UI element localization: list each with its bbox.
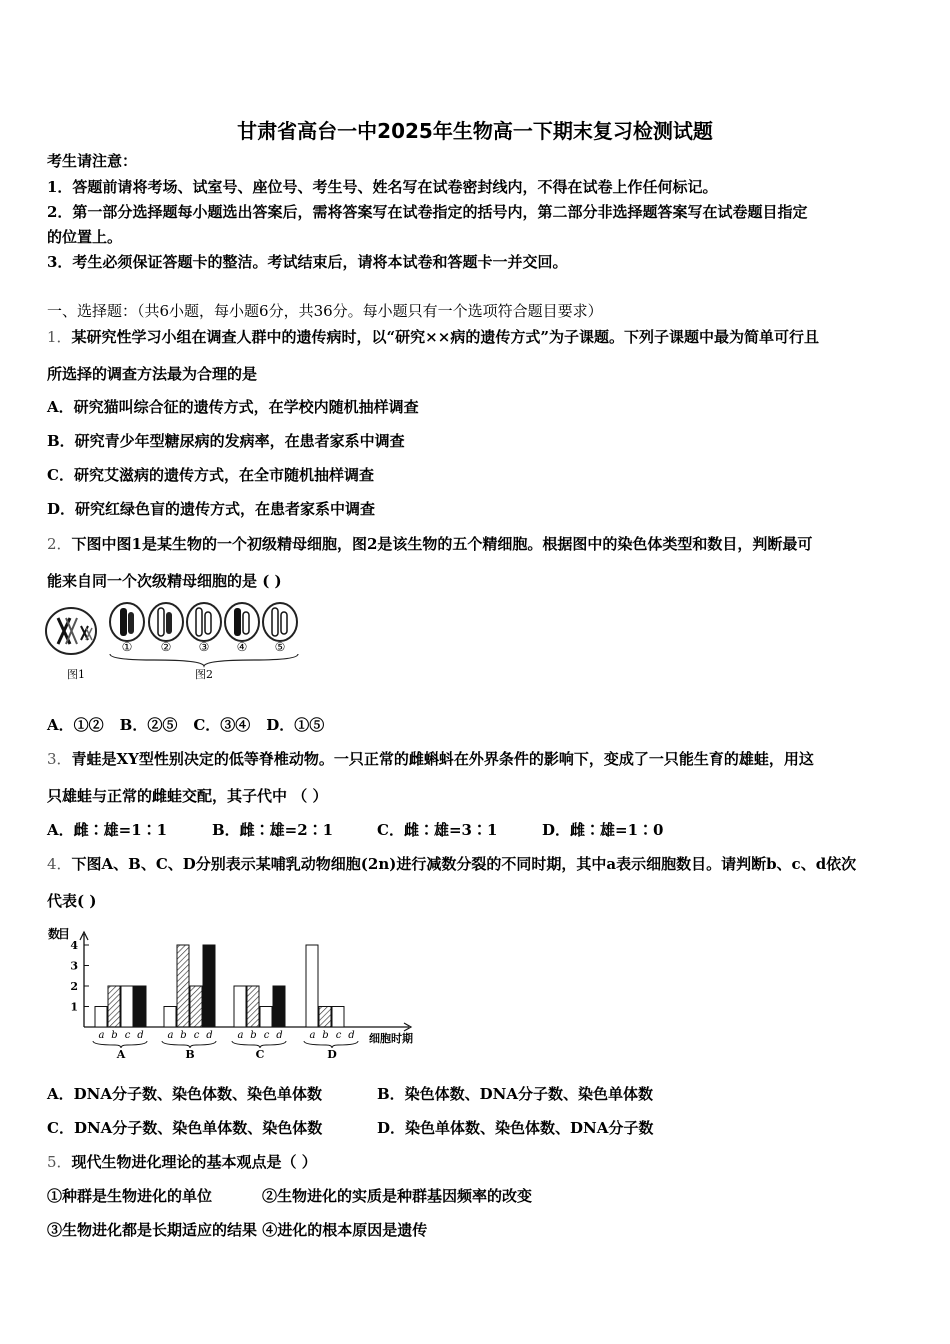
question-text: 下图中图1是某生物的一个初级精母细胞，图2是该生物的五个精细胞。根据图中的染色体类型和数目，判断最可 bbox=[71, 535, 813, 553]
sub-category-label: d bbox=[137, 1030, 144, 1041]
fig2-brace bbox=[110, 654, 298, 666]
y-tick-label: 3 bbox=[70, 959, 78, 973]
question-number: 3． bbox=[47, 750, 72, 768]
sub-category-label: b bbox=[322, 1030, 329, 1041]
sub-category-label: a bbox=[167, 1030, 174, 1041]
question-3 bbox=[47, 750, 814, 768]
question-text-cont: 只雄蛙与正常的雌蛙交配，其子代中 （ ） bbox=[47, 787, 328, 805]
question-number: 2． bbox=[47, 535, 72, 553]
sub-category-label: a bbox=[237, 1030, 244, 1041]
option-b: B．染色体数、DNA分子数、染色单体数 bbox=[377, 1085, 654, 1103]
fig2-cell-4 bbox=[225, 603, 259, 641]
bar-D-a bbox=[306, 945, 318, 1027]
section-heading: 一、选择题：（共6小题，每小题6分，共36分。每小题只有一个选项符合题目要求） bbox=[47, 302, 603, 320]
bar-C-a bbox=[234, 986, 246, 1027]
sub-category-label: a bbox=[98, 1030, 105, 1041]
sub-category-label: b bbox=[111, 1030, 118, 1041]
fig1-label: 图1 bbox=[67, 668, 85, 681]
question-5 bbox=[47, 1153, 317, 1171]
option-d: D．研究红绿色盲的遗传方式，在患者家系中调查 bbox=[47, 500, 376, 518]
option-d: D．雌∶雄=1∶0 bbox=[542, 821, 664, 839]
group-brace bbox=[232, 1041, 286, 1048]
sub-category-label: c bbox=[335, 1030, 342, 1041]
bar-B-a bbox=[164, 1007, 176, 1028]
bar-C-b bbox=[247, 986, 259, 1027]
fig2-label: 图2 bbox=[195, 668, 213, 681]
bar-D-c bbox=[332, 1007, 344, 1028]
question-1 bbox=[47, 328, 819, 346]
category-label: D bbox=[327, 1048, 337, 1058]
bar-D-b bbox=[319, 1007, 331, 1028]
group-brace bbox=[93, 1041, 147, 1048]
sub-category-label: d bbox=[276, 1030, 283, 1041]
x-axis-label: 细胞时期 bbox=[369, 1032, 413, 1045]
cell-label: ② bbox=[160, 640, 172, 654]
question-number: 1． bbox=[47, 328, 72, 346]
sub-category-label: c bbox=[124, 1030, 131, 1041]
category-label: C bbox=[255, 1048, 265, 1058]
option-c: C．研究艾滋病的遗传方式，在全市随机抽样调查 bbox=[47, 466, 374, 484]
sub-category-label: d bbox=[206, 1030, 213, 1041]
y-tick-label: 2 bbox=[70, 980, 78, 993]
sub-category-label: b bbox=[180, 1030, 187, 1041]
question-text-cont: 代表( ) bbox=[47, 892, 97, 910]
option-d: D．①⑤ bbox=[266, 716, 325, 734]
cell-label: ① bbox=[121, 640, 133, 654]
option-c: C．③④ bbox=[193, 716, 251, 734]
option-d: D．染色单体数、染色体数、DNA分子数 bbox=[377, 1119, 654, 1137]
bar-C-d bbox=[273, 986, 285, 1027]
question-text: 某研究性学习小组在调查人群中的遗传病时，以“研究××病的遗传方式”为子课题。下列子课题中最为简单可行且 bbox=[71, 328, 819, 346]
page-title: 甘肃省高台一中2025年生物高一下期末复习检测试题 bbox=[237, 119, 713, 143]
fig1-cell bbox=[46, 608, 96, 654]
y-axis-label: 目 bbox=[58, 927, 71, 941]
question-number: 4． bbox=[47, 855, 72, 873]
bar-chart bbox=[44, 922, 440, 1058]
notice-item: 1．答题前请将考场、试室号、座位号、考生号、姓名写在试卷密封线内，不得在试卷上作任何标记。 bbox=[47, 178, 718, 196]
bar-A-d bbox=[134, 986, 146, 1027]
option-a: A．研究猫叫综合征的遗传方式，在学校内随机抽样调查 bbox=[47, 398, 419, 416]
group-brace bbox=[162, 1041, 216, 1048]
group-brace bbox=[304, 1041, 358, 1048]
fig2-cell-1 bbox=[110, 603, 144, 641]
notice-item: 2．第一部分选择题每小题选出答案后，需将答案写在试卷指定的括号内，第二部分非选择题答案写在试卷题目指定 bbox=[47, 203, 808, 221]
fig2-cell-5 bbox=[263, 603, 297, 641]
bar-A-a bbox=[95, 1007, 107, 1028]
bar-B-b bbox=[177, 945, 189, 1027]
cell-figure bbox=[44, 600, 306, 686]
sub-category-label: c bbox=[263, 1030, 270, 1041]
fig2-cell-2 bbox=[149, 603, 183, 641]
statement-2: ②生物进化的实质是种群基因频率的改变 bbox=[262, 1187, 533, 1205]
bar-B-d bbox=[203, 945, 215, 1027]
cell-label: ④ bbox=[236, 640, 248, 654]
sub-category-label: b bbox=[250, 1030, 257, 1041]
bar-A-b bbox=[108, 986, 120, 1027]
sub-category-label: d bbox=[348, 1030, 355, 1041]
option-a: A．雌∶雄=1∶1 bbox=[47, 821, 168, 839]
sub-category-label: a bbox=[309, 1030, 316, 1041]
question-4 bbox=[47, 855, 856, 873]
notice-item: 的位置上。 bbox=[47, 228, 123, 246]
option-c: C．DNA分子数、染色单体数、染色体数 bbox=[47, 1119, 323, 1137]
y-axis-label: 数 bbox=[48, 927, 61, 941]
option-c: C．雌∶雄=3∶1 bbox=[377, 821, 498, 839]
bar-C-c bbox=[260, 1007, 272, 1028]
question-text-cont: 能来自同一个次级精母细胞的是 ( ) bbox=[47, 572, 282, 590]
question-number: 5． bbox=[47, 1153, 72, 1171]
q2-options bbox=[47, 716, 324, 734]
fig2-cell-3 bbox=[187, 603, 221, 641]
question-2 bbox=[47, 535, 812, 553]
notice-item: 3．考生必须保证答题卡的整洁。考试结束后，请将本试卷和答题卡一并交回。 bbox=[47, 253, 568, 271]
bar-A-c bbox=[121, 986, 133, 1027]
bar-B-c bbox=[190, 986, 202, 1027]
option-a: A．①② bbox=[47, 716, 104, 734]
option-a: A．DNA分子数、染色体数、染色单体数 bbox=[47, 1085, 322, 1103]
option-b: B．②⑤ bbox=[119, 716, 178, 734]
category-label: A bbox=[116, 1048, 126, 1058]
statement-3-4: ③生物进化都是长期适应的结果 ④进化的根本原因是遗传 bbox=[47, 1221, 428, 1239]
option-b: B．雌∶雄=2∶1 bbox=[212, 821, 334, 839]
statement-1: ①种群是生物进化的单位 bbox=[47, 1187, 213, 1205]
sub-category-label: c bbox=[193, 1030, 200, 1041]
notice-heading: 考生请注意： bbox=[47, 152, 138, 170]
question-text: 现代生物进化理论的基本观点是（ ） bbox=[71, 1153, 317, 1171]
cell-label: ⑤ bbox=[274, 640, 286, 654]
question-text-cont: 所选择的调查方法最为合理的是 bbox=[47, 365, 258, 383]
option-b: B．研究青少年型糖尿病的发病率，在患者家系中调查 bbox=[47, 432, 405, 450]
category-label: B bbox=[185, 1048, 195, 1058]
question-text: 下图A、B、C、D分别表示某哺乳动物细胞(2n)进行减数分裂的不同时期，其中a表示细胞数目。请判断b、c、d依次 bbox=[71, 855, 857, 873]
question-text: 青蛙是XY型性别决定的低等脊椎动物。一只正常的雌蝌蚪在外界条件的影响下，变成了一只能生育的雄蛙，用这 bbox=[71, 750, 814, 768]
y-tick-label: 4 bbox=[70, 939, 78, 952]
cell-label: ③ bbox=[198, 640, 210, 654]
y-tick-label: 1 bbox=[70, 1000, 78, 1014]
